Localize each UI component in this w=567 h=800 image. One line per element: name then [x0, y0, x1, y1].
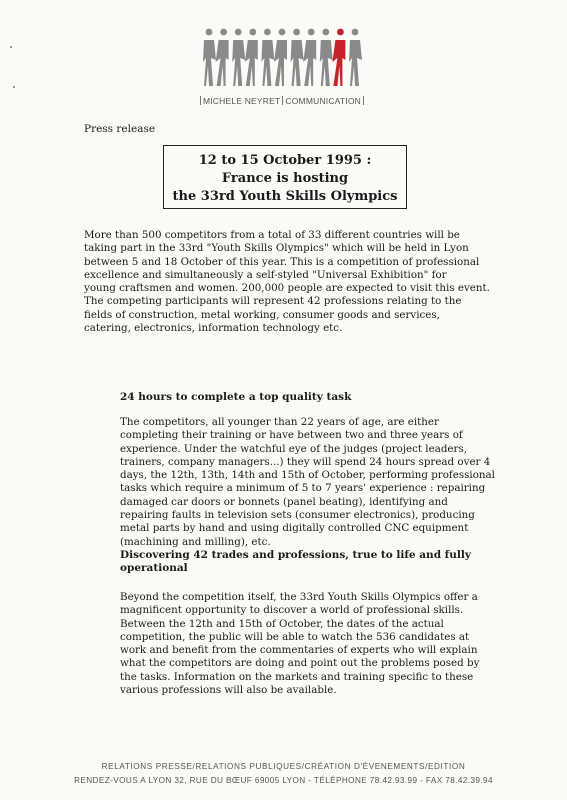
body-line: (machining and milling), etc.: [120, 535, 271, 548]
body-line: The competitors, all younger than 22 years of age, are either: [120, 416, 439, 428]
intro-line: young craftsmen and women. 200,000 people are expected to visit this event.: [84, 282, 490, 295]
body-line: metal parts by hand and using digitally controlled CNC equipment: [120, 522, 469, 535]
headline-line-1: 12 to 15 October 1995 :: [198, 153, 372, 168]
person-figure-icon: [274, 29, 287, 86]
body-line: the tasks. Information on the markets and training specific to these: [120, 670, 474, 683]
body-line: completing their training or have between two and three years of: [120, 429, 463, 442]
person-figure-icon: [349, 29, 362, 86]
person-figure-icon: [245, 29, 258, 86]
person-figure-icon: [232, 29, 245, 86]
person-figure-icon: [216, 29, 229, 86]
person-figure-icon: [303, 29, 316, 86]
headline-box: [163, 145, 407, 209]
body-line: repairing faults in television sets (consumer electronics), producing: [120, 509, 475, 522]
body-line: Beyond the competition itself, the 33rd Youth Skills Olympics offer a: [120, 591, 478, 603]
logo-name-left: MICHELE NEYRET: [202, 96, 281, 106]
intro-line: The competing participants will represent 42 professions relating to the: [84, 295, 462, 308]
headline-line-3: the 33rd Youth Skills Olympics: [172, 189, 398, 204]
body-line: various professions will also be available.: [120, 684, 337, 697]
intro-line: between 5 and 18 October of this year. This is a competition of professional: [84, 255, 480, 268]
logo-name-right: COMMUNICATION: [285, 96, 362, 106]
body-line: magnificent opportunity to discover a world of professional skills.: [120, 604, 464, 617]
body-line: experience. Under the watchful eye of the judges (project leaders,: [120, 442, 467, 455]
people-figures-logo-icon: [197, 22, 367, 96]
person-figure-icon: [332, 29, 345, 86]
body-line: trainers, company managers...) they will spend 24 hours spread over 4: [120, 455, 491, 468]
headline-line-2: France is hosting: [221, 171, 349, 186]
body-line: tasks which require a minimum of 5 to 7 years' experience : repairing: [120, 482, 486, 495]
body-line: days, the 12th, 13th, 14th and 15th of October, performing professional: [120, 469, 495, 482]
intro-line: More than 500 competitors from a total of 33 different countries will be: [84, 229, 460, 241]
company-logo: [197, 22, 367, 114]
section-heading-24-hours: 24 hours to complete a top quality task: [120, 391, 352, 403]
person-figure-icon: [291, 29, 304, 86]
press-release-label: Press release: [84, 123, 156, 135]
footer-services: RELATIONS PRESSE/RELATIONS PUBLIQUES/CRÉATION D'ÉVENEMENTS/EDITION: [101, 762, 466, 771]
intro-line: catering, electronics, information technology etc.: [84, 322, 343, 335]
person-figure-icon: [203, 29, 216, 86]
intro-paragraph: [84, 229, 490, 335]
body-line: what the competitors are doing and point out the problems posed by: [120, 657, 480, 670]
logo-caption: [197, 96, 367, 106]
heading-line: operational: [120, 562, 188, 575]
intro-line: excellence and simultaneously a self-styled "Universal Exhibition" for: [84, 268, 447, 281]
intro-line: fields of construction, metal working, consumer goods and services,: [84, 308, 440, 321]
body-line: Between the 12th and 15th of October, the dates of the actual: [120, 617, 444, 630]
intro-line: taking part in the 33rd "Youth Skills Olympics" which will be held in Lyon: [84, 242, 469, 255]
heading-line: Discovering 42 trades and professions, true to life and fully: [120, 549, 471, 561]
scan-speck: [10, 46, 12, 48]
scan-speck: [13, 86, 15, 88]
person-figure-icon: [320, 29, 333, 86]
section-paragraph-trades: [120, 591, 479, 697]
body-line: damaged car doors or bonnets (panel beating), identifying and: [120, 495, 448, 508]
person-figure-icon: [261, 29, 274, 86]
footer-address: RENDEZ-VOUS A LYON 32, RUE DU BŒUF 69005 LYON - TÉLÉPHONE 78.42.93.99 - FAX 78.42.39.94: [74, 776, 493, 785]
body-line: competition, the public will be able to watch the 536 candidates at: [120, 630, 470, 643]
section-heading-trades: [120, 549, 471, 576]
body-line: work and benefit from the commentaries of experts who will explain: [120, 644, 478, 657]
section-paragraph-24-hours: [120, 416, 495, 549]
